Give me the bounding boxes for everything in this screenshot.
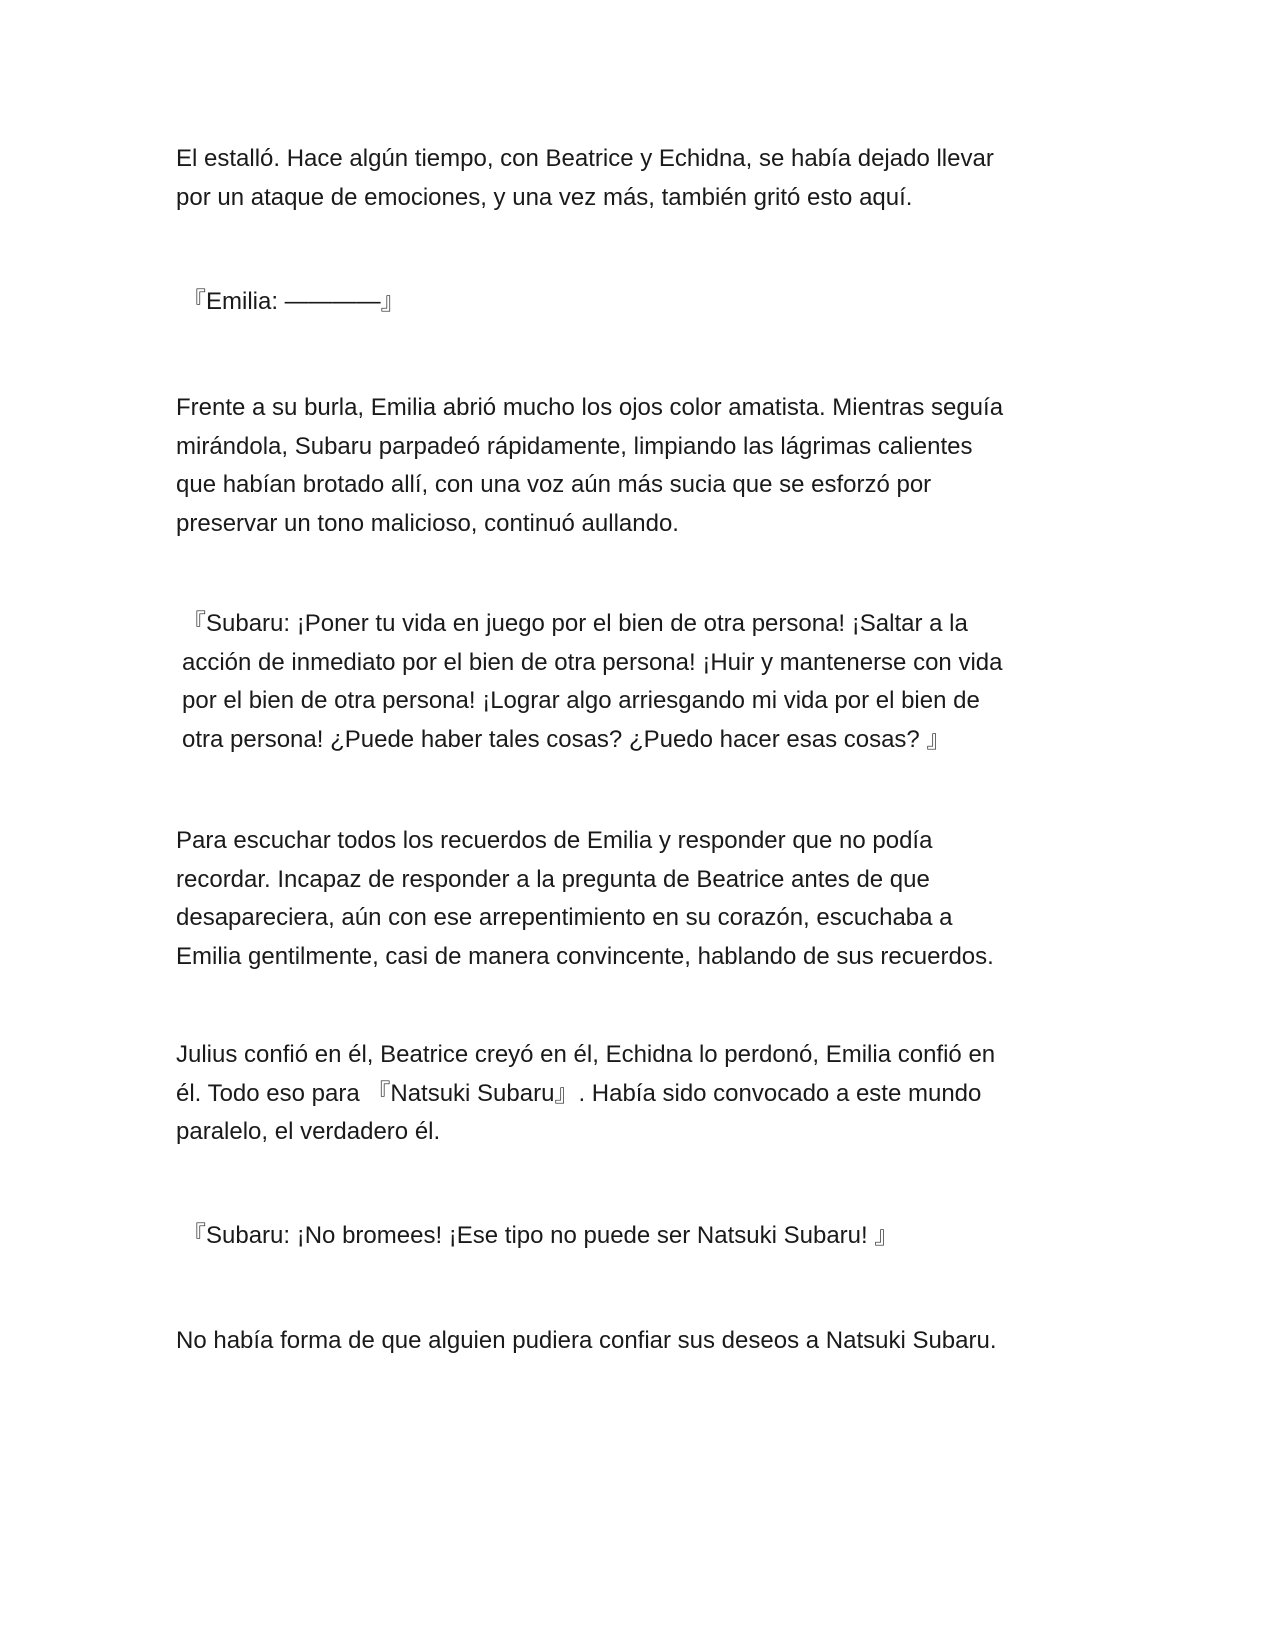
paragraph-3: Para escuchar todos los recuerdos de Emilia y responder que no podía recordar. Incapaz de responder a la pregunta de Beatrice antes de que desapareciera, aún con ese arrepentimiento en su corazón, escuchaba a Emilia gentilmente, casi de manera convincente, hablando de sus recuerdos. <box>176 827 994 970</box>
dialog-subaru-1: 『Subaru: ¡Poner tu vida en juego por el bien de otra persona! ¡Saltar a la acción de inmediato por el bien de otra persona! ¡Huir y mantenerse con vida por el bien de otra persona! ¡Lograr algo arriesgando mi vida por el bien de otra persona! ¿Puede haber tales cosas? ¿Puedo hacer esas cosas? 』 <box>182 610 1003 753</box>
paragraph-4: Julius confió en él, Beatrice creyó en él, Echidna lo perdonó, Emilia confió en él. Todo eso para 『Natsuki Subaru』. Había sido convocado a este mundo paralelo, el verdadero él. <box>176 1041 996 1145</box>
paragraph-5: No había forma de que alguien pudiera confiar sus deseos a Natsuki Subaru. <box>176 1327 997 1354</box>
paragraph-1: El estalló. Hace algún tiempo, con Beatrice y Echidna, se había dejado llevar por un ataque de emociones, y una vez más, también gritó esto aquí. <box>176 145 994 211</box>
dialog-emilia: 『Emilia: ————』 <box>182 288 405 315</box>
paragraph-2: Frente a su burla, Emilia abrió mucho los ojos color amatista. Mientras seguía mirándola, Subaru parpadeó rápidamente, limpiando las lágrimas calientes que habían brotado allí, con una voz aún más sucia que se esforzó por preservar un tono malicioso, continuó aullando. <box>176 394 1004 537</box>
dialog-subaru-2: 『Subaru: ¡No bromees! ¡Ese tipo no puede ser Natsuki Subaru! 』 <box>182 1222 899 1249</box>
